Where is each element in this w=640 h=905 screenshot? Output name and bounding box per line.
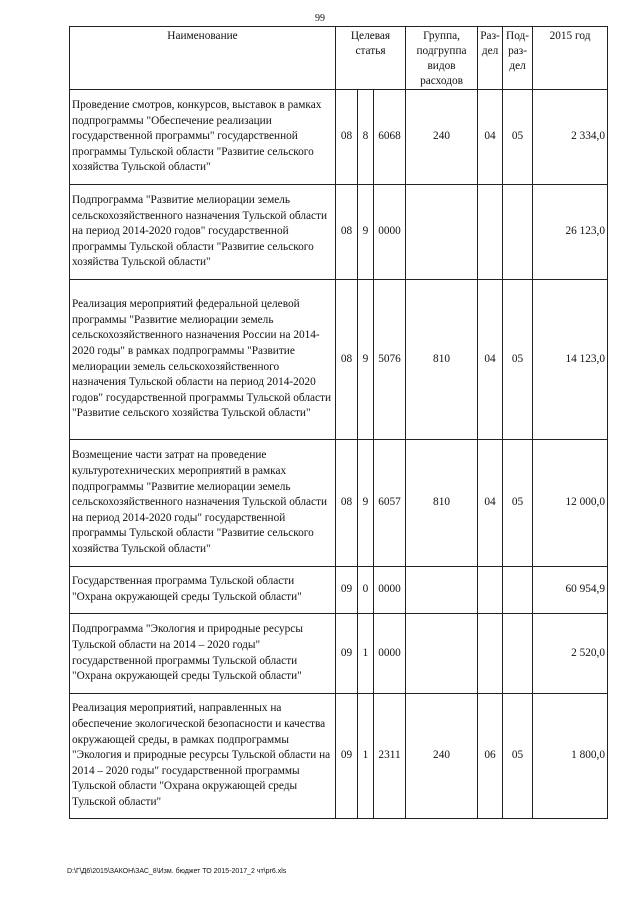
table-row <box>70 185 608 280</box>
header-year: 2015 год <box>533 27 608 90</box>
expense-group <box>406 185 478 280</box>
row-name: Подпрограмма "Экология и природные ресурсы Тульской области на 2014 – 2020 годы" государственной программы Тульской области "Охрана окружающей среды Тульской области" <box>70 614 336 694</box>
row-name: Проведение смотров, конкурсов, выставок в рамках подпрограммы "Обеспечение реализации государственной программы" государственной программы Тульской области "Развитие сельского хозяйства Тульской области" <box>70 90 336 185</box>
expense-group <box>406 567 478 614</box>
subsection-code <box>503 185 533 280</box>
section-code <box>478 185 503 280</box>
header-target: Целевая статья <box>336 27 406 90</box>
table-row <box>70 567 608 614</box>
target-code-subprogram: 0 <box>358 567 374 614</box>
table-row <box>70 614 608 694</box>
amount-2015: 2 334,0 <box>533 90 608 185</box>
target-code-program: 08 <box>336 280 358 440</box>
amount-2015: 14 123,0 <box>533 280 608 440</box>
row-name: Реализация мероприятий, направленных на обеспечение экологической безопасности и качества окружающей среды, в рамках подпрограммы "Экология и природные ресурсы Тульской области на 2014 – 2020 годы" государственной программы Тульской области "Охрана окружающей среды Тульской области" <box>70 694 336 819</box>
row-name: Подпрограмма "Развитие мелиорации земель сельскохозяйственного назначения Тульской области на период 2014-2020 годов" государственной программы Тульской области "Развитие сельского хозяйства Тульской области" <box>70 185 336 280</box>
table-row <box>70 694 608 819</box>
target-code-program: 09 <box>336 567 358 614</box>
target-code-direction: 0000 <box>374 185 406 280</box>
section-code <box>478 567 503 614</box>
header-section: Раз-дел <box>478 27 503 90</box>
expense-group: 810 <box>406 440 478 567</box>
section-code <box>478 614 503 694</box>
target-code-subprogram: 9 <box>358 185 374 280</box>
amount-2015: 60 954,9 <box>533 567 608 614</box>
subsection-code: 05 <box>503 440 533 567</box>
header-subsection: Под-раз-дел <box>503 27 533 90</box>
target-code-subprogram: 1 <box>358 694 374 819</box>
table-row <box>70 90 608 185</box>
section-code: 04 <box>478 440 503 567</box>
header-group: Группа, подгруппа видов расходов <box>406 27 478 90</box>
header-row <box>70 27 608 90</box>
target-code-direction: 2311 <box>374 694 406 819</box>
target-code-subprogram: 9 <box>358 440 374 567</box>
table-row <box>70 440 608 567</box>
amount-2015: 26 123,0 <box>533 185 608 280</box>
row-name: Возмещение части затрат на проведение культуротехнических мероприятий в рамках подпрограммы "Развитие мелиорации земель сельскохозяйственного назначения Тульской области на период 2014-2020 годы" государственной программы Тульской области "Развитие сельского хозяйства Тульской области" <box>70 440 336 567</box>
expense-group <box>406 614 478 694</box>
target-code-program: 08 <box>336 90 358 185</box>
section-code: 04 <box>478 90 503 185</box>
expense-group: 810 <box>406 280 478 440</box>
header-name: Наименование <box>70 27 336 90</box>
target-code-direction: 0000 <box>374 567 406 614</box>
table-row <box>70 280 608 440</box>
amount-2015: 12 000,0 <box>533 440 608 567</box>
section-code: 06 <box>478 694 503 819</box>
subsection-code <box>503 614 533 694</box>
target-code-program: 08 <box>336 440 358 567</box>
target-code-subprogram: 8 <box>358 90 374 185</box>
target-code-subprogram: 1 <box>358 614 374 694</box>
target-code-program: 09 <box>336 694 358 819</box>
file-path-footer: D:\Г\Д6\2015\ЗАКОН\ЗАС_8\Изм. бюджет ТО 2015-2017_2 чт\pr6.xls <box>67 868 287 875</box>
target-code-subprogram: 9 <box>358 280 374 440</box>
row-name: Государственная программа Тульской области "Охрана окружающей среды Тульской области" <box>70 567 336 614</box>
row-name: Реализация мероприятий федеральной целевой программы "Развитие мелиорации земель сельскохозяйственного назначения России на 2014-2020 годы" в рамках подпрограммы "Развитие мелиорации земель сельскохозяйственного назначения Тульской области на период 2014-2020 годов" государственной программы Тульской области "Развитие сельского хозяйства Тульской области" <box>70 280 336 440</box>
subsection-code <box>503 567 533 614</box>
target-code-direction: 6068 <box>374 90 406 185</box>
subsection-code: 05 <box>503 280 533 440</box>
target-code-direction: 6057 <box>374 440 406 567</box>
amount-2015: 2 520,0 <box>533 614 608 694</box>
page-number: 99 <box>315 13 325 24</box>
subsection-code: 05 <box>503 90 533 185</box>
expense-group: 240 <box>406 694 478 819</box>
expense-group: 240 <box>406 90 478 185</box>
target-code-program: 08 <box>336 185 358 280</box>
subsection-code: 05 <box>503 694 533 819</box>
budget-table <box>69 26 608 819</box>
target-code-direction: 5076 <box>374 280 406 440</box>
target-code-direction: 0000 <box>374 614 406 694</box>
amount-2015: 1 800,0 <box>533 694 608 819</box>
section-code: 04 <box>478 280 503 440</box>
target-code-program: 09 <box>336 614 358 694</box>
